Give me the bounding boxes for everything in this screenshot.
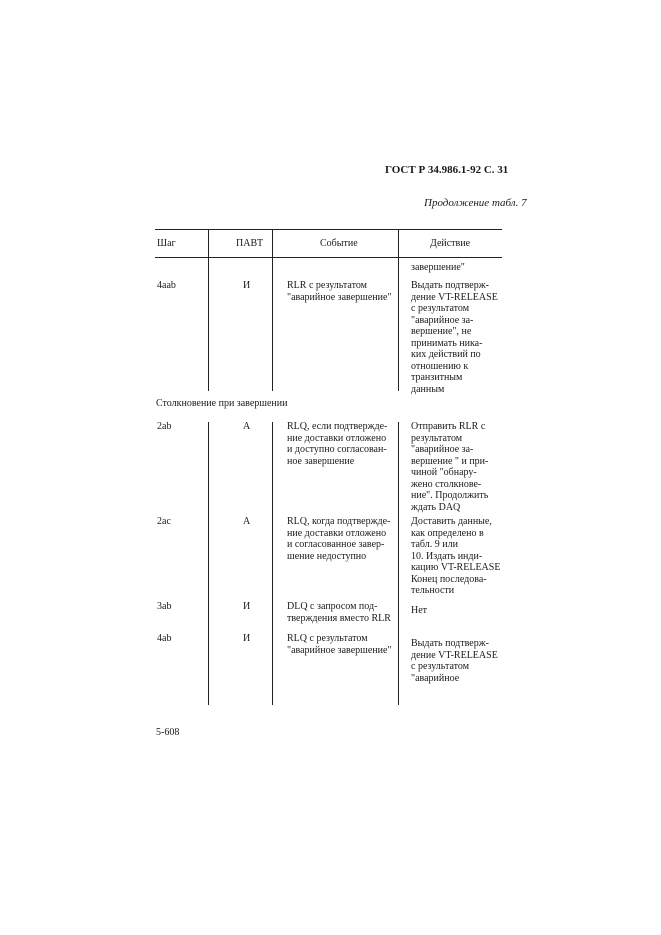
column-divider: [208, 422, 209, 705]
column-divider: [398, 229, 399, 391]
column-divider: [272, 422, 273, 705]
row-action: Доставить данные, как определено в табл. 9 или 10. Издать инди- кацию VT-RELEASE Конец последова- тельности: [411, 516, 501, 596]
row-pavt: И: [243, 633, 251, 644]
row-pavt: А: [243, 516, 251, 527]
standard-number: ГОСТ Р 34.986.1-92 С. 31: [385, 164, 509, 176]
row-action: Выдать подтверж- дение VT-RELEASE с результатом "аварийное за- вершение", не принимать ника- ких действий по отношению к транзитным данным: [411, 280, 498, 395]
carryover-text: завершение": [411, 262, 465, 273]
row-event: RLQ, когда подтвержде- ние доставки отложено и согласованное завер- шение недоступно: [287, 516, 391, 562]
row-step: 3ab: [157, 601, 172, 612]
row-event: DLQ с запросом под- тверждения вместо RLR: [287, 601, 391, 624]
column-divider: [398, 422, 399, 705]
column-header-event: Событие: [320, 238, 358, 249]
row-action: Выдать подтверж- дение VT-RELEASE с результатом "аварийное: [411, 638, 498, 684]
column-header-pavt: ПАВТ: [236, 238, 264, 249]
column-header-step: Шаг: [157, 238, 176, 249]
row-step: 2ab: [157, 421, 172, 432]
row-event: RLQ с результатом "аварийное завершение": [287, 633, 392, 656]
column-divider: [272, 229, 273, 391]
column-header-action: Действие: [430, 238, 471, 249]
row-pavt: И: [243, 601, 251, 612]
page-code: 5-608: [156, 727, 180, 738]
row-event: RLR с результатом "аварийное завершение": [287, 280, 392, 303]
column-divider: [208, 229, 209, 391]
row-action: Нет: [411, 605, 428, 616]
row-step: 2ac: [157, 516, 171, 527]
row-event: RLQ, если подтвержде- ние доставки отложено и доступно согласован- ное завершение: [287, 421, 388, 467]
row-action: Отправить RLR с результатом "аварийное за- вершение " и при- чиной "обнару- жено столкнове- ние". Продолжить ждать DAQ: [411, 421, 489, 513]
table-continuation-label: Продолжение табл. 7: [424, 197, 527, 209]
row-pavt: А: [243, 421, 251, 432]
section-title: Столкновение при завершении: [156, 398, 288, 409]
row-step: 4ab: [157, 633, 172, 644]
row-pavt: И: [243, 280, 251, 291]
row-step: 4aab: [157, 280, 176, 291]
